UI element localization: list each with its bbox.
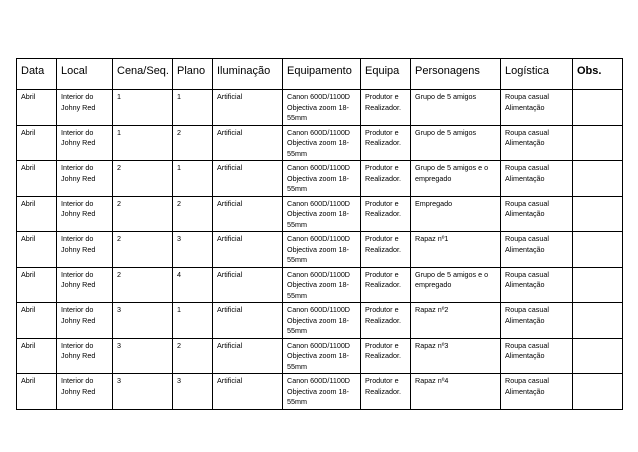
cell-logistica: Roupa casual Alimentação xyxy=(501,125,573,161)
cell-equipamento: Canon 600D/1100D Objectiva zoom 18-55mm xyxy=(283,125,361,161)
header-iluminacao: Iluminação xyxy=(213,59,283,90)
cell-iluminacao: Artificial xyxy=(213,267,283,303)
cell-logistica: Roupa casual Alimentação xyxy=(501,338,573,374)
cell-personagens: Grupo de 5 amigos xyxy=(411,125,501,161)
cell-iluminacao: Artificial xyxy=(213,232,283,268)
cell-data: Abril xyxy=(17,196,57,232)
cell-plano: 2 xyxy=(173,338,213,374)
cell-local: Interior do Johny Red xyxy=(57,303,113,339)
cell-plano: 3 xyxy=(173,374,213,410)
cell-equipa: Produtor e Realizador. xyxy=(361,161,411,197)
cell-cena-seq: 2 xyxy=(113,196,173,232)
cell-data: Abril xyxy=(17,303,57,339)
table-row xyxy=(17,196,623,232)
table-row xyxy=(17,338,623,374)
cell-cena-seq: 1 xyxy=(113,125,173,161)
cell-logistica: Roupa casual Alimentação xyxy=(501,161,573,197)
table-row xyxy=(17,267,623,303)
cell-personagens: Grupo de 5 amigos e o empregado xyxy=(411,161,501,197)
cell-local: Interior do Johny Red xyxy=(57,374,113,410)
cell-iluminacao: Artificial xyxy=(213,374,283,410)
header-cena-seq: Cena/Seq. xyxy=(113,59,173,90)
cell-personagens: Rapaz nº3 xyxy=(411,338,501,374)
cell-obs xyxy=(573,161,623,197)
cell-iluminacao: Artificial xyxy=(213,196,283,232)
cell-obs xyxy=(573,267,623,303)
cell-equipamento: Canon 600D/1100D Objectiva zoom 18-55mm xyxy=(283,338,361,374)
cell-iluminacao: Artificial xyxy=(213,161,283,197)
table-body xyxy=(17,90,623,410)
cell-personagens: Grupo de 5 amigos e o empregado xyxy=(411,267,501,303)
cell-data: Abril xyxy=(17,125,57,161)
header-row xyxy=(17,59,623,90)
cell-equipamento: Canon 600D/1100D Objectiva zoom 18-55mm xyxy=(283,232,361,268)
cell-cena-seq: 1 xyxy=(113,90,173,126)
header-equipamento: Equipamento xyxy=(283,59,361,90)
header-logistica: Logística xyxy=(501,59,573,90)
cell-data: Abril xyxy=(17,90,57,126)
cell-cena-seq: 3 xyxy=(113,338,173,374)
cell-logistica: Roupa casual Alimentação xyxy=(501,267,573,303)
cell-personagens: Rapaz nº2 xyxy=(411,303,501,339)
header-equipa: Equipa xyxy=(361,59,411,90)
cell-equipa: Produtor e Realizador. xyxy=(361,338,411,374)
cell-personagens: Rapaz nº1 xyxy=(411,232,501,268)
cell-equipa: Produtor e Realizador. xyxy=(361,196,411,232)
cell-plano: 1 xyxy=(173,90,213,126)
cell-logistica: Roupa casual Alimentação xyxy=(501,232,573,268)
cell-cena-seq: 3 xyxy=(113,374,173,410)
cell-data: Abril xyxy=(17,267,57,303)
cell-local: Interior do Johny Red xyxy=(57,267,113,303)
cell-logistica: Roupa casual Alimentação xyxy=(501,303,573,339)
cell-data: Abril xyxy=(17,374,57,410)
cell-personagens: Empregado xyxy=(411,196,501,232)
cell-plano: 1 xyxy=(173,161,213,197)
shooting-schedule-table xyxy=(16,58,623,410)
cell-equipamento: Canon 600D/1100D Objectiva zoom 18-55mm xyxy=(283,374,361,410)
cell-equipa: Produtor e Realizador. xyxy=(361,267,411,303)
cell-equipa: Produtor e Realizador. xyxy=(361,90,411,126)
cell-cena-seq: 2 xyxy=(113,161,173,197)
cell-plano: 2 xyxy=(173,196,213,232)
cell-obs xyxy=(573,338,623,374)
cell-obs xyxy=(573,303,623,339)
cell-iluminacao: Artificial xyxy=(213,90,283,126)
cell-obs xyxy=(573,90,623,126)
cell-local: Interior do Johny Red xyxy=(57,90,113,126)
cell-local: Interior do Johny Red xyxy=(57,161,113,197)
cell-equipa: Produtor e Realizador. xyxy=(361,303,411,339)
cell-equipamento: Canon 600D/1100D Objectiva zoom 18-55mm xyxy=(283,196,361,232)
cell-local: Interior do Johny Red xyxy=(57,338,113,374)
cell-local: Interior do Johny Red xyxy=(57,196,113,232)
cell-equipamento: Canon 600D/1100D Objectiva zoom 18-55mm xyxy=(283,303,361,339)
table-row xyxy=(17,125,623,161)
header-data: Data xyxy=(17,59,57,90)
table-row xyxy=(17,303,623,339)
header-personagens: Personagens xyxy=(411,59,501,90)
cell-data: Abril xyxy=(17,232,57,268)
header-obs: Obs. xyxy=(573,59,623,90)
cell-obs xyxy=(573,125,623,161)
header-plano: Plano xyxy=(173,59,213,90)
cell-equipamento: Canon 600D/1100D Objectiva zoom 18-55mm xyxy=(283,161,361,197)
cell-plano: 2 xyxy=(173,125,213,161)
table-row xyxy=(17,90,623,126)
header-local: Local xyxy=(57,59,113,90)
cell-obs xyxy=(573,374,623,410)
cell-obs xyxy=(573,232,623,268)
cell-logistica: Roupa casual Alimentação xyxy=(501,374,573,410)
cell-plano: 1 xyxy=(173,303,213,339)
cell-data: Abril xyxy=(17,338,57,374)
table-row xyxy=(17,161,623,197)
cell-equipamento: Canon 600D/1100D Objectiva zoom 18-55mm xyxy=(283,267,361,303)
cell-plano: 3 xyxy=(173,232,213,268)
cell-equipa: Produtor e Realizador. xyxy=(361,232,411,268)
cell-equipamento: Canon 600D/1100D Objectiva zoom 18-55mm xyxy=(283,90,361,126)
cell-cena-seq: 2 xyxy=(113,267,173,303)
cell-equipa: Produtor e Realizador. xyxy=(361,374,411,410)
cell-cena-seq: 3 xyxy=(113,303,173,339)
cell-personagens: Rapaz nº4 xyxy=(411,374,501,410)
cell-personagens: Grupo de 5 amigos xyxy=(411,90,501,126)
cell-local: Interior do Johny Red xyxy=(57,232,113,268)
cell-cena-seq: 2 xyxy=(113,232,173,268)
cell-obs xyxy=(573,196,623,232)
cell-iluminacao: Artificial xyxy=(213,125,283,161)
cell-logistica: Roupa casual Alimentação xyxy=(501,90,573,126)
cell-iluminacao: Artificial xyxy=(213,338,283,374)
table-row xyxy=(17,374,623,410)
cell-data: Abril xyxy=(17,161,57,197)
cell-iluminacao: Artificial xyxy=(213,303,283,339)
cell-local: Interior do Johny Red xyxy=(57,125,113,161)
cell-equipa: Produtor e Realizador. xyxy=(361,125,411,161)
table-row xyxy=(17,232,623,268)
cell-logistica: Roupa casual Alimentação xyxy=(501,196,573,232)
cell-plano: 4 xyxy=(173,267,213,303)
